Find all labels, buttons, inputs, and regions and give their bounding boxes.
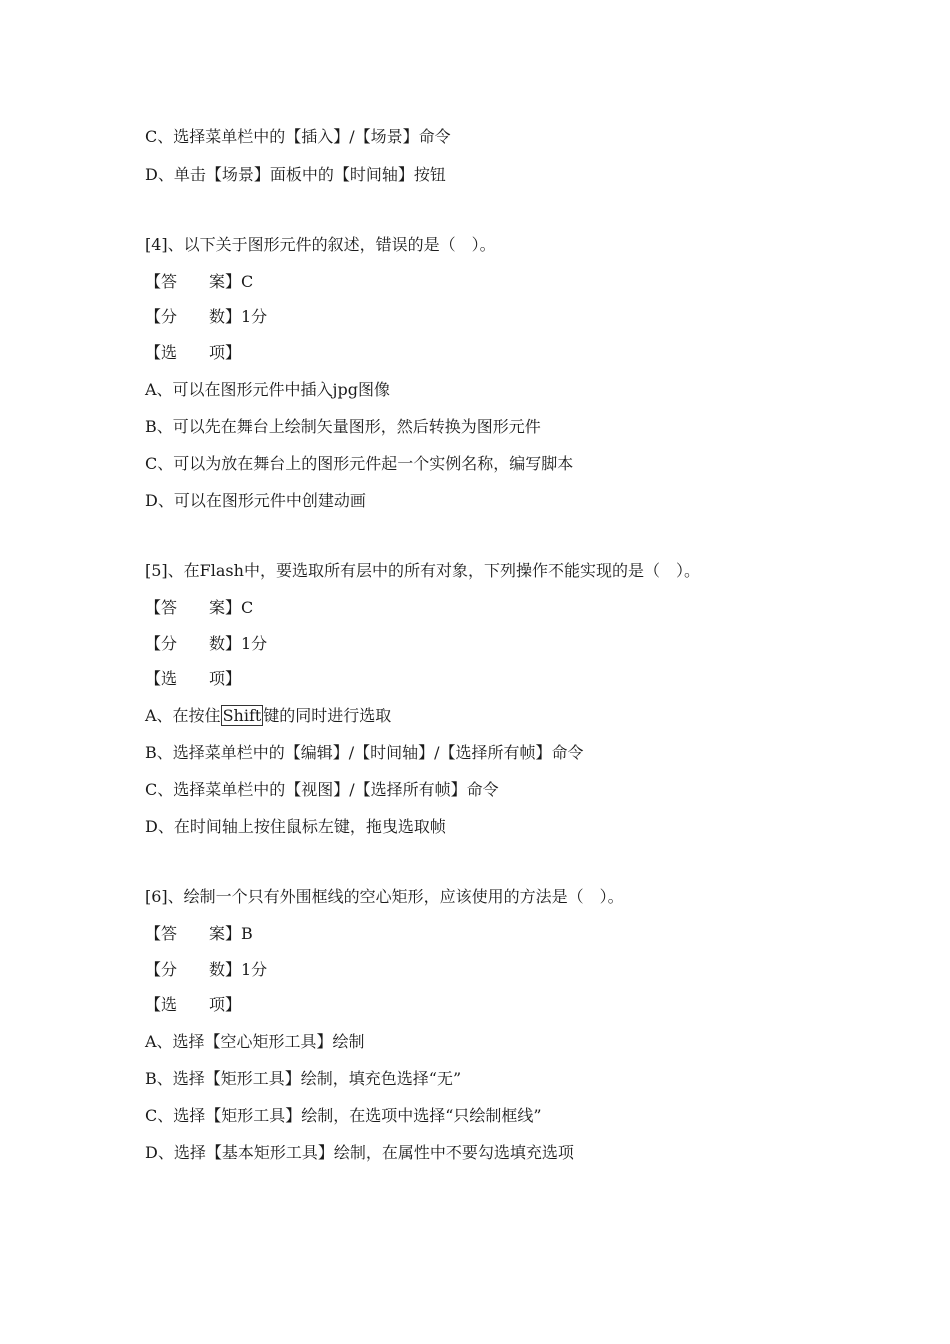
option-a-suffix: 键的同时进行选取 xyxy=(263,706,392,725)
question-6-option-d: D、选择【基本矩形工具】绘制，在属性中不要勾选填充选项 xyxy=(145,1143,574,1162)
question-5-option-d: D、在时间轴上按住鼠标左键，拖曳选取帧 xyxy=(145,817,446,836)
question-5-option-b: B、选择菜单栏中的【编辑】/【时间轴】/【选择所有帧】命令 xyxy=(145,743,584,762)
question-4-option-a: A、可以在图形元件中插入jpg图像 xyxy=(145,380,391,399)
question-4-stem: [4]、以下关于图形元件的叙述，错误的是（ ）。 xyxy=(145,235,496,254)
prev-option-c: C、选择菜单栏中的【插入】/【场景】命令 xyxy=(145,127,451,146)
question-6-option-c: C、选择【矩形工具】绘制，在选项中选择“只绘制框线” xyxy=(145,1106,542,1125)
question-6-option-a: A、选择【空心矩形工具】绘制 xyxy=(145,1032,365,1051)
question-5-option-a xyxy=(145,706,391,726)
question-5-answer: 【答 案】C xyxy=(145,598,254,617)
question-5-options-label: 【选 项】 xyxy=(145,669,242,688)
question-4-score: 【分 数】1分 xyxy=(145,307,268,326)
question-5-option-c: C、选择菜单栏中的【视图】/【选择所有帧】命令 xyxy=(145,780,499,799)
prev-option-d: D、单击【场景】面板中的【时间轴】按钮 xyxy=(145,165,446,184)
option-a-prefix: A、在按住 xyxy=(145,706,221,725)
question-5-stem: [5]、在Flash中，要选取所有层中的所有对象，下列操作不能实现的是（ ）。 xyxy=(145,561,700,580)
question-6-options-label: 【选 项】 xyxy=(145,995,242,1014)
question-6-option-b: B、选择【矩形工具】绘制，填充色选择“无” xyxy=(145,1069,462,1088)
shift-key-label: Shift xyxy=(222,706,262,725)
question-4-option-d: D、可以在图形元件中创建动画 xyxy=(145,491,366,510)
question-6-answer: 【答 案】B xyxy=(145,924,253,943)
question-5-score: 【分 数】1分 xyxy=(145,634,268,653)
question-4-option-b: B、可以先在舞台上绘制矢量图形，然后转换为图形元件 xyxy=(145,417,541,436)
question-4-option-c: C、可以为放在舞台上的图形元件起一个实例名称，编写脚本 xyxy=(145,454,574,473)
question-4-options-label: 【选 项】 xyxy=(145,343,242,362)
question-6-score: 【分 数】1分 xyxy=(145,960,268,979)
question-6-stem: [6]、绘制一个只有外围框线的空心矩形，应该使用的方法是（ ）。 xyxy=(145,887,624,906)
question-4-answer: 【答 案】C xyxy=(145,272,254,291)
